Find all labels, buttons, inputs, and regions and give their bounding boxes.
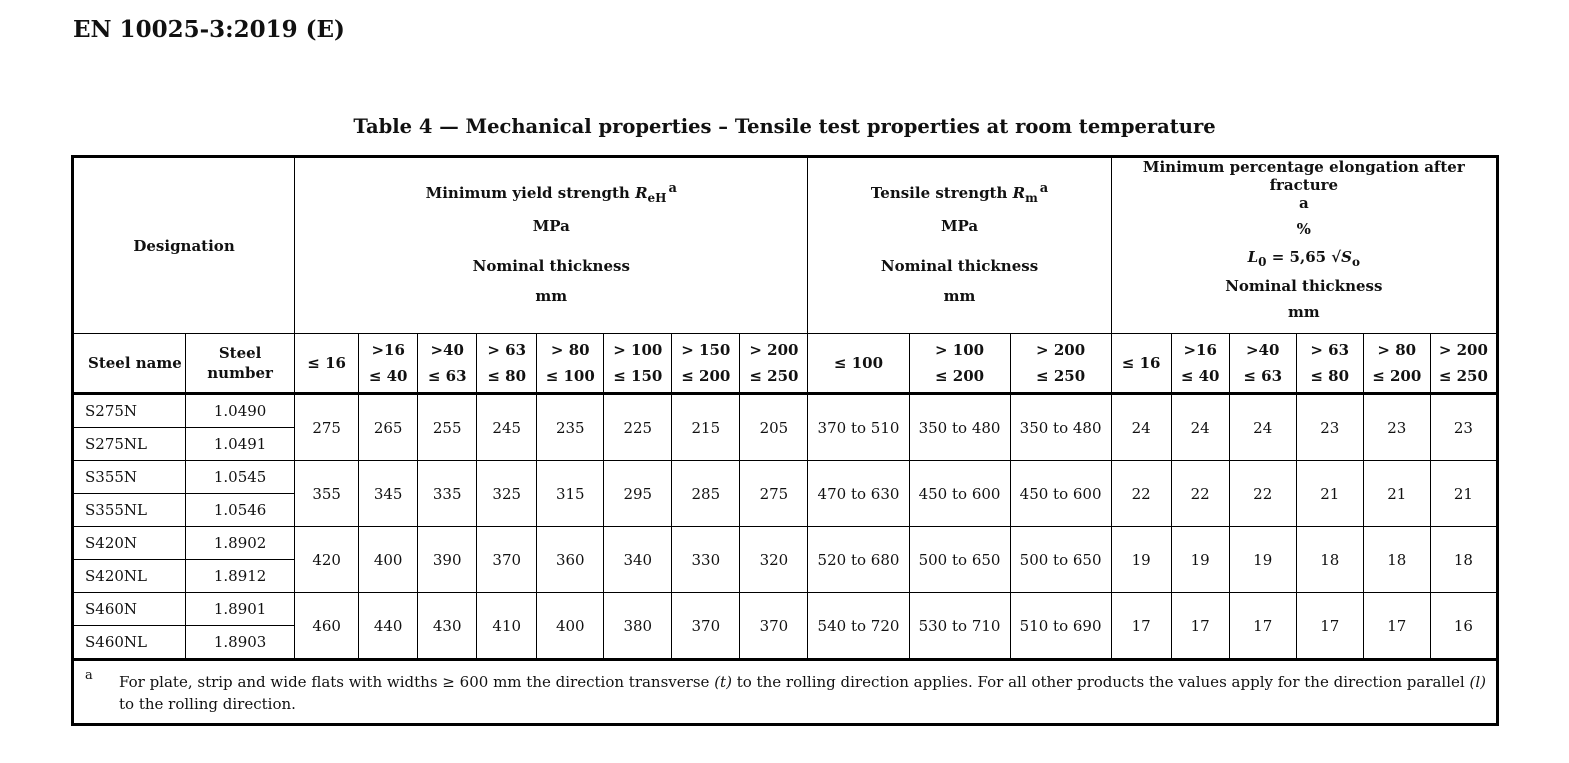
yield-strength-cell: 255	[418, 394, 477, 461]
steel-name-cell: S460NL	[73, 626, 186, 660]
elongation-cell: 19	[1111, 527, 1171, 593]
elongation-cell: 17	[1111, 593, 1171, 660]
yield-strength-cell: 275	[740, 461, 808, 527]
table-row	[73, 593, 1498, 626]
table-footnote	[73, 660, 1498, 725]
steel-name-cell: S355N	[73, 461, 186, 494]
yield-strength-cell: 390	[418, 527, 477, 593]
table-row	[73, 461, 1498, 494]
elongation-range-header: > 63 ≤ 80	[1296, 334, 1363, 394]
steel-number-header: Steel number	[186, 334, 295, 394]
elongation-range-header: >40 ≤ 63	[1229, 334, 1296, 394]
mechanical-properties-table	[71, 155, 1499, 726]
yield-strength-cell: 355	[295, 461, 359, 527]
tensile-strength-cell: 350 to 480	[1010, 394, 1111, 461]
steel-name-cell: S420N	[73, 527, 186, 560]
tensile-strength-cell: 450 to 600	[1010, 461, 1111, 527]
yield-strength-cell: 205	[740, 394, 808, 461]
elongation-cell: 17	[1296, 593, 1363, 660]
elongation-cell: 19	[1171, 527, 1229, 593]
yield-strength-cell: 320	[740, 527, 808, 593]
elongation-cell: 23	[1296, 394, 1363, 461]
yield-strength-cell: 440	[359, 593, 418, 660]
yield-strength-cell: 335	[418, 461, 477, 527]
steel-number-cell: 1.8901	[186, 593, 295, 626]
table-title: Table 4 — Mechanical properties – Tensile test properties at room temperature	[353, 115, 1216, 138]
yield-strength-cell: 340	[604, 527, 672, 593]
tensile-strength-cell: 350 to 480	[909, 394, 1010, 461]
yield-strength-cell: 315	[537, 461, 604, 527]
elongation-cell: 19	[1229, 527, 1296, 593]
table-row	[73, 394, 1498, 428]
yield-strength-cell: 410	[477, 593, 537, 660]
steel-name-cell: S275NL	[73, 428, 186, 461]
yield-strength-cell: 215	[672, 394, 740, 461]
yield-strength-cell: 245	[477, 394, 537, 461]
footnote-text: For plate, strip and wide flats with widths ≥ 600 mm the direction transverse (t) to the rolling direction applies. For all other products the values apply for the direction parallel (l) to the rolling direction.	[119, 673, 1487, 714]
elongation-cell: 21	[1296, 461, 1363, 527]
steel-number-cell: 1.8903	[186, 626, 295, 660]
designation-header: Designation	[73, 157, 295, 334]
yield-strength-header: Minimum yield strength $R_{eH}a$ MPa Nominal thickness mm	[295, 157, 808, 334]
elongation-cell: 22	[1111, 461, 1171, 527]
table-row	[73, 527, 1498, 560]
elongation-cell: 22	[1171, 461, 1229, 527]
yield-strength-cell: 360	[537, 527, 604, 593]
yield-range-header: > 200 ≤ 250	[740, 334, 808, 394]
yield-range-header: >40 ≤ 63	[418, 334, 477, 394]
yield-strength-cell: 370	[740, 593, 808, 660]
steel-name-cell: S420NL	[73, 560, 186, 593]
tensile-range-header: ≤ 100	[808, 334, 909, 394]
tensile-strength-cell: 370 to 510	[808, 394, 909, 461]
yield-strength-cell: 330	[672, 527, 740, 593]
elongation-range-header: > 200 ≤ 250	[1430, 334, 1497, 394]
elongation-range-header: ≤ 16	[1111, 334, 1171, 394]
yield-range-header: > 63 ≤ 80	[477, 334, 537, 394]
steel-number-cell: 1.8912	[186, 560, 295, 593]
yield-strength-cell: 420	[295, 527, 359, 593]
elongation-range-header: > 80 ≤ 200	[1363, 334, 1430, 394]
yield-range-header: > 80 ≤ 100	[537, 334, 604, 394]
elongation-header: Minimum percentage elongation after fracture a % $L_0 = 5,65$ $√S_o$ Nominal thickness mm	[1111, 157, 1497, 334]
elongation-range-header: >16 ≤ 40	[1171, 334, 1229, 394]
tensile-strength-cell: 500 to 650	[909, 527, 1010, 593]
elongation-cell: 17	[1229, 593, 1296, 660]
yield-range-header: >16 ≤ 40	[359, 334, 418, 394]
document-id: EN 10025-3:2019 (E)	[73, 16, 345, 43]
yield-strength-cell: 400	[537, 593, 604, 660]
steel-name-header: Steel name	[73, 334, 186, 394]
yield-strength-cell: 400	[359, 527, 418, 593]
elongation-cell: 18	[1430, 527, 1497, 593]
yield-strength-cell: 285	[672, 461, 740, 527]
elongation-cell: 18	[1363, 527, 1430, 593]
tensile-strength-cell: 500 to 650	[1010, 527, 1111, 593]
elongation-cell: 24	[1111, 394, 1171, 461]
yield-strength-cell: 460	[295, 593, 359, 660]
elongation-cell: 22	[1229, 461, 1296, 527]
elongation-cell: 24	[1171, 394, 1229, 461]
tensile-strength-header: Tensile strength $R_ma$ MPa Nominal thickness mm	[808, 157, 1111, 334]
tensile-strength-cell: 470 to 630	[808, 461, 909, 527]
elongation-cell: 16	[1430, 593, 1497, 660]
tensile-range-header: > 200 ≤ 250	[1010, 334, 1111, 394]
steel-name-cell: S460N	[73, 593, 186, 626]
steel-name-cell: S355NL	[73, 494, 186, 527]
yield-strength-cell: 265	[359, 394, 418, 461]
yield-strength-cell: 325	[477, 461, 537, 527]
tensile-strength-cell: 520 to 680	[808, 527, 909, 593]
yield-strength-cell: 235	[537, 394, 604, 461]
elongation-cell: 24	[1229, 394, 1296, 461]
elongation-cell: 21	[1430, 461, 1497, 527]
yield-strength-cell: 380	[604, 593, 672, 660]
steel-number-cell: 1.8902	[186, 527, 295, 560]
yield-strength-cell: 225	[604, 394, 672, 461]
yield-strength-cell: 295	[604, 461, 672, 527]
steel-name-cell: S275N	[73, 394, 186, 428]
yield-strength-cell: 345	[359, 461, 418, 527]
yield-range-header: > 150 ≤ 200	[672, 334, 740, 394]
steel-number-cell: 1.0491	[186, 428, 295, 461]
yield-strength-cell: 370	[477, 527, 537, 593]
tensile-range-header: > 100 ≤ 200	[909, 334, 1010, 394]
yield-strength-cell: 275	[295, 394, 359, 461]
elongation-cell: 23	[1363, 394, 1430, 461]
tensile-strength-cell: 510 to 690	[1010, 593, 1111, 660]
yield-strength-cell: 430	[418, 593, 477, 660]
elongation-cell: 17	[1171, 593, 1229, 660]
yield-range-header: > 100 ≤ 150	[604, 334, 672, 394]
yield-strength-cell: 370	[672, 593, 740, 660]
footnote-marker: a	[85, 668, 93, 684]
table-body	[73, 394, 1498, 660]
elongation-cell: 23	[1430, 394, 1497, 461]
steel-number-cell: 1.0545	[186, 461, 295, 494]
tensile-strength-cell: 540 to 720	[808, 593, 909, 660]
elongation-cell: 17	[1363, 593, 1430, 660]
elongation-cell: 18	[1296, 527, 1363, 593]
yield-range-header: ≤ 16	[295, 334, 359, 394]
tensile-strength-cell: 530 to 710	[909, 593, 1010, 660]
steel-number-cell: 1.0546	[186, 494, 295, 527]
tensile-strength-cell: 450 to 600	[909, 461, 1010, 527]
elongation-cell: 21	[1363, 461, 1430, 527]
steel-number-cell: 1.0490	[186, 394, 295, 428]
